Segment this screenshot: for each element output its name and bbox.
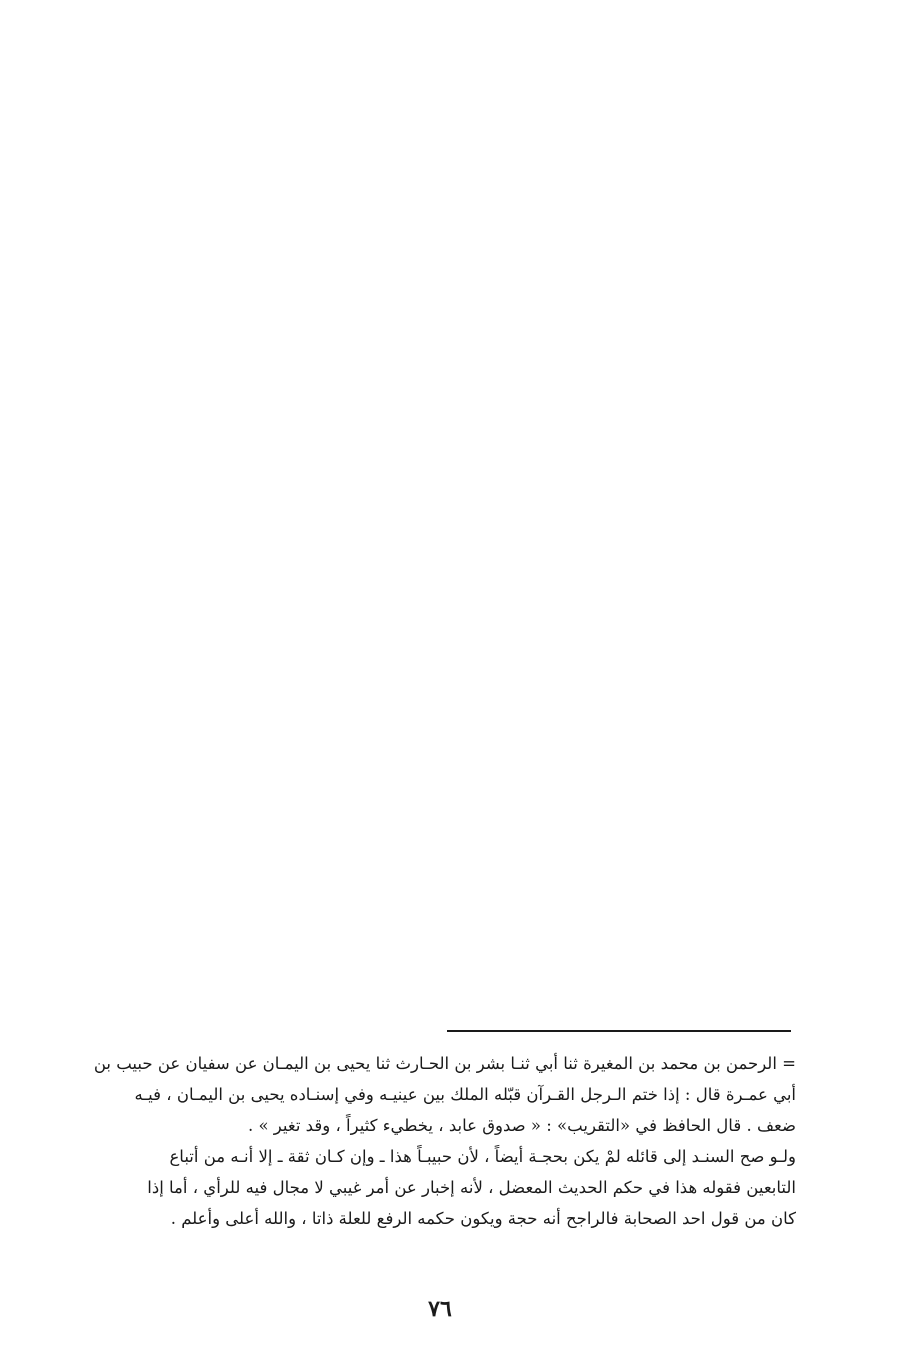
page-number: ٧٦ — [428, 1296, 452, 1322]
footnote-line: = الرحمن بن محمد بن المغيرة ثنا أبي ثنـا بشر بن الحـارث ثنا يحيى بن اليمـان عن سفيان عن حبيب بن — [93, 1054, 796, 1073]
footnote-text — [93, 1048, 796, 1234]
footnote-line: ضعف . قال الحافظ في «التقريب» : « صدوق عابد ، يخطيء كثيراً ، وقد تغير » . — [247, 1116, 796, 1135]
footnote-separator — [447, 1030, 791, 1032]
footnote-line: التابعين فقوله هذا في حكم الحديث المعضل ، لأنه إخبار عن أمر غيبي لا مجال فيه للرأي ، أما إذا — [147, 1178, 796, 1197]
footnote-line: أبي عمـرة قال : إذا ختم الـرجل القـرآن قبّله الملك بين عينيـه وفي إسنـاده يحيى بن اليمـان ، فيـه — [134, 1085, 796, 1104]
footnote-line: ولـو صح السنـد إلى قائله لمْ يكن بحجـة أيضاً ، لأن حبيبـاً هذا ـ وإن كـان ثقة ـ إلا أنـه من أتباع — [169, 1147, 796, 1166]
footnote-line: كان من قول احد الصحابة فالراجح أنه حجة ويكون حكمه الرفع للعلة ذاتا ، والله أعلى وأعلم . — [170, 1209, 796, 1228]
